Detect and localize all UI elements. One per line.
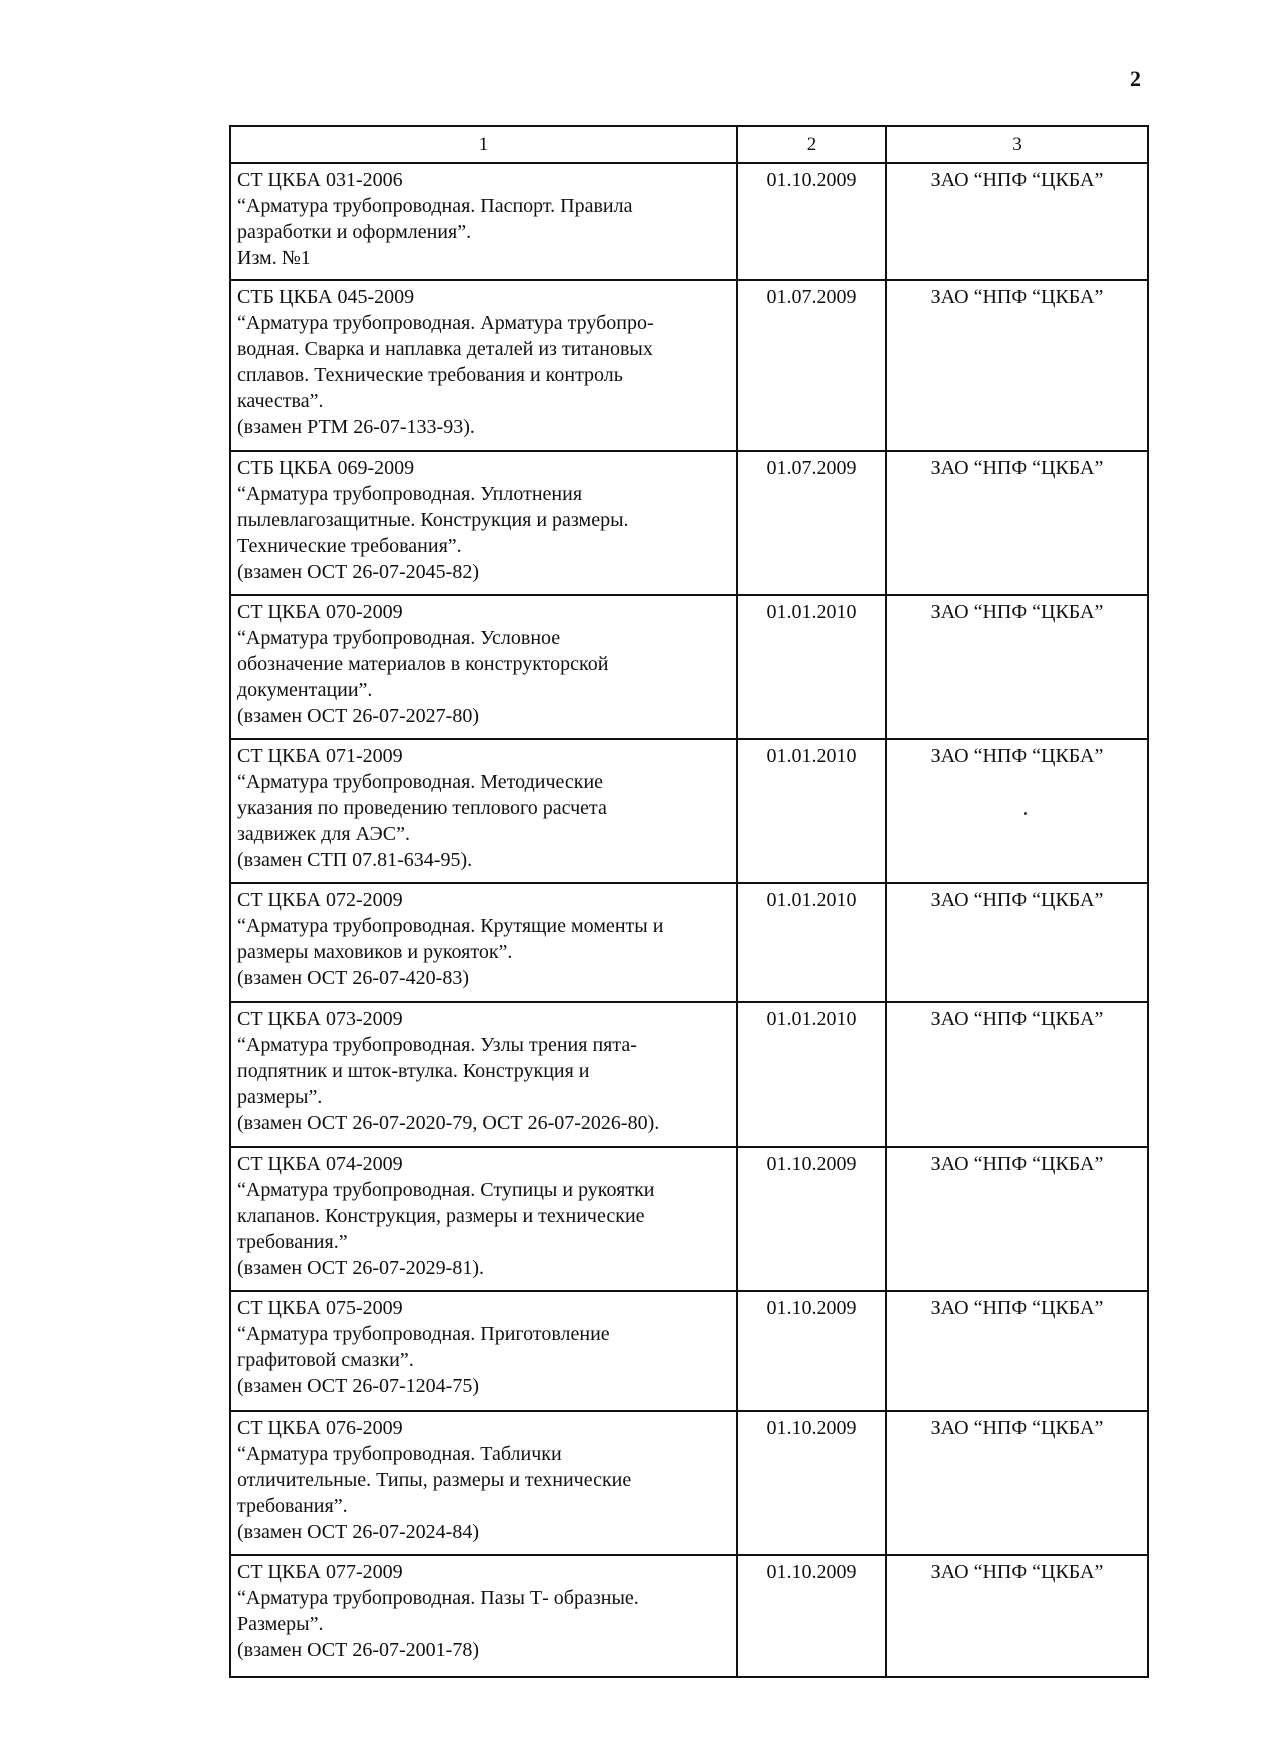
organization: ЗАО “НПФ “ЦКБА” (886, 595, 1148, 739)
table-row (230, 1555, 1148, 1677)
description-line: клапанов. Конструкция, размеры и технические (237, 1205, 645, 1227)
description-line: разработки и оформления”. (237, 221, 472, 243)
description-line: (взамен ОСТ 26-07-2001-78) (237, 1639, 480, 1661)
description-line: “Арматура трубопроводная. Узлы трения пята- (237, 1034, 637, 1056)
description-line: “Арматура трубопроводная. Приготовление (237, 1323, 610, 1345)
description-line: размеры маховиков и рукояток”. (237, 941, 513, 963)
effective-date: 01.01.2010 (737, 883, 886, 1002)
description-line: “Арматура трубопроводная. Таблички (237, 1443, 562, 1465)
description-line: СТ ЦКБА 073-2009 (237, 1008, 403, 1030)
standards-table (229, 125, 1149, 1678)
description-line: “Арматура трубопроводная. Паспорт. Правила (237, 195, 633, 217)
standard-description (230, 1002, 737, 1147)
effective-date: 01.10.2009 (737, 1147, 886, 1291)
organization: ЗАО “НПФ “ЦКБА” (886, 739, 1148, 883)
table-row (230, 280, 1148, 451)
effective-date: 01.10.2009 (737, 163, 886, 280)
description-line: Технические требования”. (237, 535, 462, 557)
description-line: задвижек для АЭС”. (237, 823, 410, 845)
standard-description (230, 1291, 737, 1411)
standard-description (230, 739, 737, 883)
table-row (230, 451, 1148, 595)
description-line: (взамен ОСТ 26-07-1204-75) (237, 1375, 480, 1397)
table-row (230, 163, 1148, 280)
description-line: сплавов. Технические требования и контроль (237, 364, 623, 386)
organization: ЗАО “НПФ “ЦКБА” (886, 1147, 1148, 1291)
organization: ЗАО “НПФ “ЦКБА” (886, 163, 1148, 280)
description-line: СТ ЦКБА 070-2009 (237, 601, 403, 623)
description-line: (взамен РТМ 26-07-133-93). (237, 416, 475, 438)
description-line: (взамен ОСТ 26-07-2045-82) (237, 561, 480, 583)
description-line: “Арматура трубопроводная. Условное (237, 627, 561, 649)
description-line: указания по проведению теплового расчета (237, 797, 607, 819)
effective-date: 01.10.2009 (737, 1411, 886, 1555)
scan-speck (1024, 812, 1027, 815)
description-line: (взамен ОСТ 26-07-2024-84) (237, 1521, 480, 1543)
header-col-3: 3 (886, 126, 1148, 163)
standard-description (230, 1411, 737, 1555)
description-line: отличительные. Типы, размеры и технические (237, 1469, 632, 1491)
organization: ЗАО “НПФ “ЦКБА” (886, 883, 1148, 1002)
description-line: “Арматура трубопроводная. Уплотнения (237, 483, 583, 505)
description-line: документации”. (237, 679, 373, 701)
standard-description (230, 280, 737, 451)
description-line: требования”. (237, 1495, 348, 1517)
standard-description (230, 1555, 737, 1677)
header-col-1: 1 (230, 126, 737, 163)
description-line: “Арматура трубопроводная. Пазы Т- образные. (237, 1587, 639, 1609)
description-line: СТБ ЦКБА 069-2009 (237, 457, 415, 479)
description-line: “Арматура трубопроводная. Ступицы и рукоятки (237, 1179, 655, 1201)
effective-date: 01.10.2009 (737, 1291, 886, 1411)
description-line: СТ ЦКБА 031-2006 (237, 169, 403, 191)
header-row (230, 126, 1148, 163)
description-line: (взамен ОСТ 26-07-2027-80) (237, 705, 480, 727)
description-line: обозначение материалов в конструкторской (237, 653, 609, 675)
effective-date: 01.01.2010 (737, 595, 886, 739)
effective-date: 01.01.2010 (737, 1002, 886, 1147)
table-row (230, 595, 1148, 739)
description-line: (взамен ОСТ 26-07-2029-81). (237, 1257, 485, 1279)
description-line: (взамен ОСТ 26-07-420-83) (237, 967, 470, 989)
description-line: качества”. (237, 390, 324, 412)
description-line: размеры”. (237, 1086, 323, 1108)
description-line: СТ ЦКБА 074-2009 (237, 1153, 403, 1175)
table-row (230, 739, 1148, 883)
standard-description (230, 595, 737, 739)
description-line: Размеры”. (237, 1613, 324, 1635)
effective-date: 01.07.2009 (737, 451, 886, 595)
effective-date: 01.10.2009 (737, 1555, 886, 1677)
description-line: СТ ЦКБА 075-2009 (237, 1297, 403, 1319)
description-line: “Арматура трубопроводная. Крутящие моменты и (237, 915, 664, 937)
description-line: графитовой смазки”. (237, 1349, 414, 1371)
description-line: СТ ЦКБА 077-2009 (237, 1561, 403, 1583)
table-row (230, 1411, 1148, 1555)
standard-description (230, 163, 737, 280)
organization: ЗАО “НПФ “ЦКБА” (886, 1555, 1148, 1677)
organization: ЗАО “НПФ “ЦКБА” (886, 1002, 1148, 1147)
organization: ЗАО “НПФ “ЦКБА” (886, 451, 1148, 595)
description-line: водная. Сварка и наплавка деталей из титановых (237, 338, 653, 360)
effective-date: 01.01.2010 (737, 739, 886, 883)
header-col-2: 2 (737, 126, 886, 163)
description-line: СТБ ЦКБА 045-2009 (237, 286, 415, 308)
description-line: “Арматура трубопроводная. Методические (237, 771, 604, 793)
description-line: требования.” (237, 1231, 348, 1253)
standard-description (230, 883, 737, 1002)
description-line: “Арматура трубопроводная. Арматура трубопро- (237, 312, 654, 334)
standard-description (230, 451, 737, 595)
table-row (230, 1147, 1148, 1291)
description-line: СТ ЦКБА 072-2009 (237, 889, 403, 911)
description-line: (взамен ОСТ 26-07-2020-79, ОСТ 26-07-2026-80). (237, 1112, 660, 1134)
table-row (230, 1291, 1148, 1411)
description-line: (взамен СТП 07.81-634-95). (237, 849, 473, 871)
organization: ЗАО “НПФ “ЦКБА” (886, 1411, 1148, 1555)
description-line: пылевлагозащитные. Конструкция и размеры. (237, 509, 629, 531)
table-row (230, 883, 1148, 1002)
description-line: подпятник и шток-втулка. Конструкция и (237, 1060, 590, 1082)
description-line: СТ ЦКБА 071-2009 (237, 745, 403, 767)
organization: ЗАО “НПФ “ЦКБА” (886, 280, 1148, 451)
page-number: 2 (1130, 66, 1141, 91)
description-line: СТ ЦКБА 076-2009 (237, 1417, 403, 1439)
table-row (230, 1002, 1148, 1147)
description-line: Изм. №1 (237, 247, 311, 269)
standard-description (230, 1147, 737, 1291)
organization: ЗАО “НПФ “ЦКБА” (886, 1291, 1148, 1411)
effective-date: 01.07.2009 (737, 280, 886, 451)
